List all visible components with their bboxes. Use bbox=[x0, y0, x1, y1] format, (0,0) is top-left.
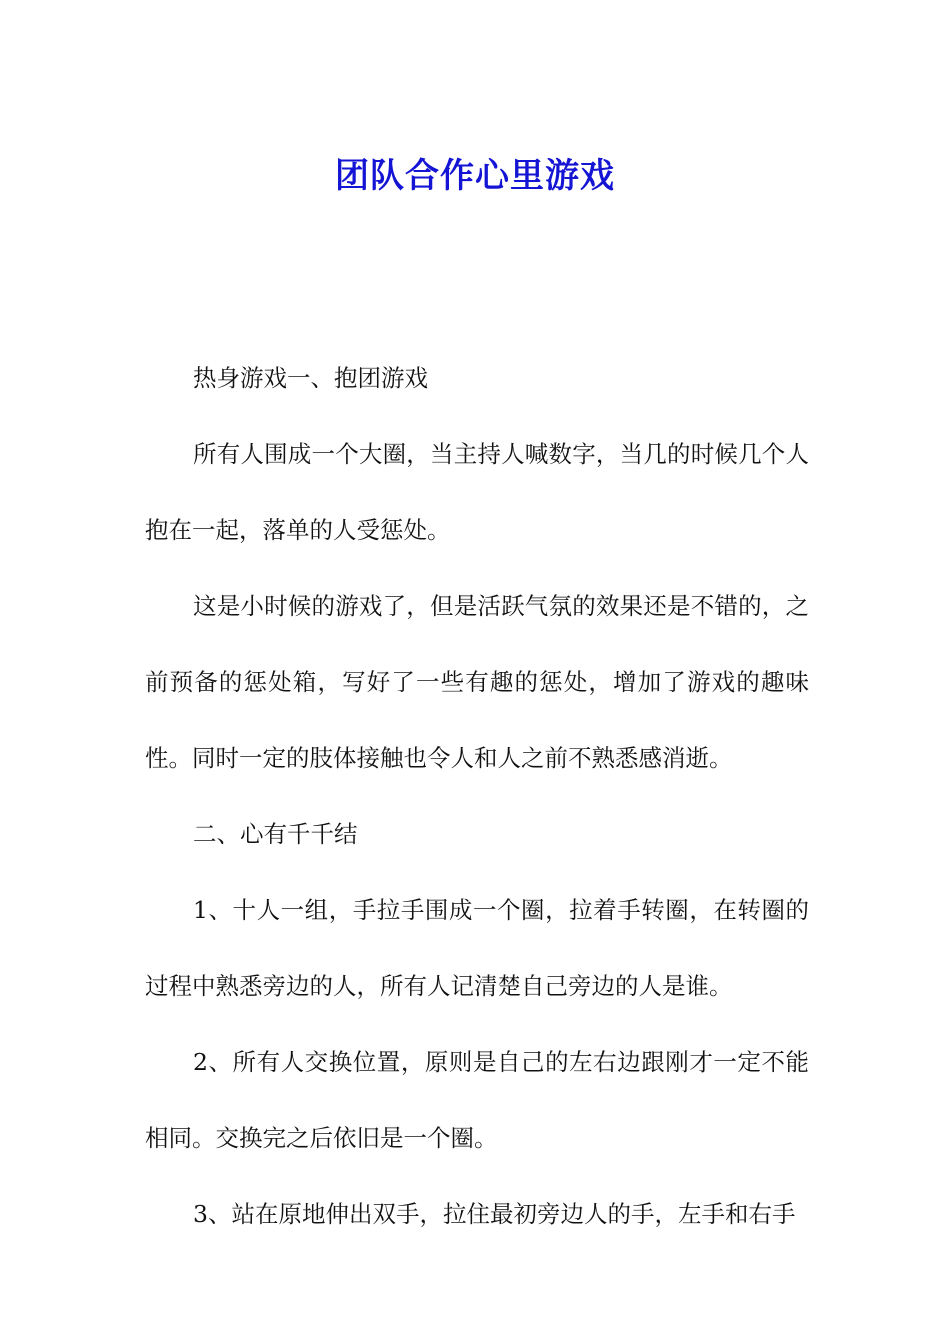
heading-warmup-game: 热身游戏一、抱团游戏 bbox=[193, 364, 428, 392]
paragraph-game-rules: 所有人围成一个大圈，当主持人喊数字，当几的时候几个人抱在一起，落单的人受惩处。 bbox=[145, 440, 809, 544]
paragraph-step-2: 2、所有人交换位置，原则是自己的左右边跟刚才一定不能相同。交换完之后依旧是一个圈。 bbox=[145, 1048, 809, 1152]
document-title: 团队合作心里游戏 bbox=[335, 155, 615, 196]
paragraph-step-3: 3、站在原地伸出双手，拉住最初旁边人的手，左手和右手 bbox=[193, 1200, 796, 1228]
document-body bbox=[145, 340, 809, 1252]
paragraph-step-1: 1、十人一组，手拉手围成一个圈，拉着手转圈，在转圈的过程中熟悉旁边的人，所有人记清楚自己旁边的人是谁。 bbox=[145, 896, 809, 1000]
paragraph-game-comment: 这是小时候的游戏了，但是活跃气氛的效果还是不错的，之前预备的惩处箱，写好了一些有趣的惩处，增加了游戏的趣味性。同时一定的肢体接触也令人和人之前不熟悉感消逝。 bbox=[145, 592, 809, 772]
heading-knot-game: 二、心有千千结 bbox=[193, 820, 358, 848]
